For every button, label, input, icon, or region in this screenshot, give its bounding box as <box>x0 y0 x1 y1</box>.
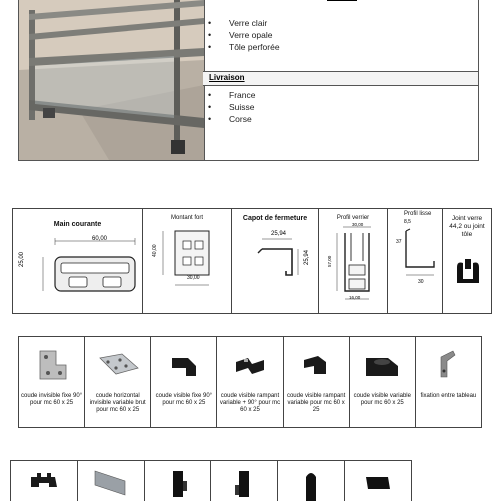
accessory-cell <box>78 461 145 501</box>
accessory-caption: coude horizontal invisible variable brut pour mc 60 x 25 <box>89 393 146 413</box>
delivery-list <box>203 89 255 125</box>
delivery-heading-bar <box>203 71 478 86</box>
dim-top-label: 8,5 <box>404 219 411 225</box>
seal-drawing <box>443 253 495 293</box>
elbow-visible-image <box>362 350 402 380</box>
accessory-caption: coude visible fixe 90° pour mc 60 x 25 <box>155 393 213 406</box>
profile-title: Joint verre 44,2 ou joint tôle <box>449 215 485 238</box>
profile-title: Montant fort <box>170 215 203 221</box>
accessory-caption: coude visible rampant variable + 90° pour mc 60 x 25 <box>219 393 281 413</box>
profile-main-courante <box>13 209 143 313</box>
elbow-image <box>166 350 202 380</box>
delivery-heading: Livraison <box>209 73 245 82</box>
post-section-drawing <box>143 223 231 293</box>
accessory-cell <box>416 337 481 427</box>
profile-verrier <box>319 209 388 313</box>
profile-capot <box>232 209 319 313</box>
list-item: • Verre clair <box>203 17 280 29</box>
accessory-cell <box>145 461 212 501</box>
accessory-cell <box>345 461 411 501</box>
profile-title: Profil lisse <box>404 211 432 217</box>
accessory-cell <box>19 337 85 427</box>
plate-image <box>89 467 133 497</box>
list-item: • France <box>203 89 255 101</box>
accessory-cell <box>211 461 278 501</box>
elbow-ramp-image <box>232 350 268 380</box>
accessory-caption: fixation entre tableau <box>420 393 477 399</box>
fixing-image <box>433 347 463 383</box>
options-list <box>203 17 280 53</box>
post-cap-2-image <box>229 467 259 501</box>
accessory-cell <box>350 337 416 427</box>
end-cap-image <box>27 467 61 493</box>
accessory-cell <box>85 337 151 427</box>
dim-height-label: 57,00 <box>327 255 332 267</box>
spec-box <box>203 0 479 161</box>
accessory-cell <box>151 337 217 427</box>
rail-profile-drawing <box>388 223 442 283</box>
dim-width-label: 25,94 <box>271 231 287 237</box>
profile-title: Main courante <box>53 221 102 228</box>
profile-title: Capot de fermeture <box>242 215 308 222</box>
dim-top-label: 30,00 <box>352 222 364 227</box>
list-item: • Tôle perforée <box>203 41 280 53</box>
handrail-section-drawing <box>13 231 142 311</box>
accessory-caption: coude visible rampant variable pour mc 60 x 25 <box>286 393 346 413</box>
rail-cap-image <box>358 467 398 497</box>
corner-bracket-image <box>34 347 70 383</box>
profiles-table <box>12 208 492 314</box>
elbow-variable-image <box>298 350 334 380</box>
dim-width-label: 60,00 <box>92 236 108 242</box>
list-item: • Corse <box>203 113 255 125</box>
dim-height-label: 25,00 <box>19 251 25 267</box>
railing-photo <box>18 0 205 161</box>
profile-joint <box>443 209 491 313</box>
dim-width-label: 30,00 <box>187 275 200 281</box>
accessory-caption: coude invisible fixe 90° pour mc 60 x 25 <box>21 393 83 406</box>
dim-bottom-label: 16,00 <box>349 295 361 300</box>
profile-title: Profil verrier <box>336 215 370 221</box>
dim-height-label: 40,00 <box>152 244 158 257</box>
cut-off-heading <box>327 0 357 1</box>
accessory-cell <box>278 461 345 501</box>
dim-bottom-label: 30 <box>418 279 424 285</box>
accessories-table-2 <box>10 460 412 501</box>
accessory-caption: coude visible variable pour mc 60 x 25 <box>353 393 411 406</box>
profile-lisse <box>388 209 443 313</box>
rounded-cap-image <box>296 467 326 503</box>
dim-height-label: 37 <box>396 239 402 245</box>
accessory-cell <box>284 337 350 427</box>
list-item: • Suisse <box>203 101 255 113</box>
profile-montant-fort <box>143 209 232 313</box>
flat-bracket-image <box>96 350 140 380</box>
accessories-table <box>18 336 482 428</box>
list-item: • Verre opale <box>203 29 280 41</box>
railing-illustration <box>19 0 204 160</box>
post-cap-image <box>163 467 193 501</box>
accessory-cell <box>217 337 283 427</box>
dim-height-label: 25,94 <box>304 249 310 265</box>
accessory-cell <box>11 461 78 501</box>
